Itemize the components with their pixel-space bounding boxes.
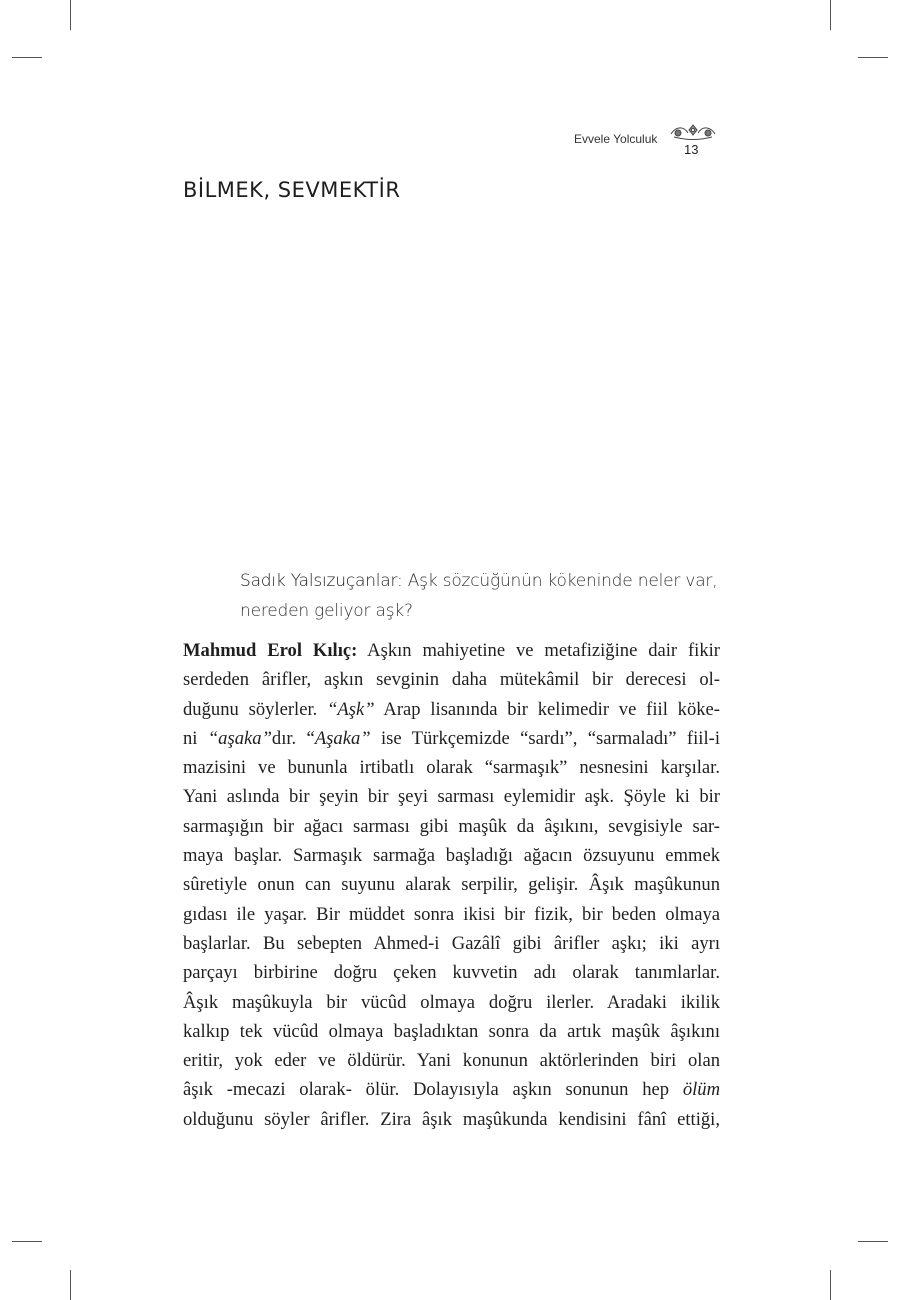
answer-line (183, 1075, 720, 1104)
answer-line: Âşık maşûkuyla bir vücûd olmaya doğru ilerler. Aradaki ikilik (183, 991, 720, 1013)
crop-mark-right-bottom (858, 1241, 888, 1242)
answer-text: âşık -mecazi olarak- ölür. Dolayısıyla aşkın sonunun hep (183, 1079, 683, 1101)
question-text: Aşk sözcüğünün kökeninde neler var, (402, 571, 718, 591)
crop-mark-bottom-left (70, 1270, 71, 1300)
crop-mark-left-bottom (12, 1241, 42, 1242)
answer-line: serdeden ârifler, aşkın sevginin daha mütekâmil bir derecesi ol- (183, 669, 720, 691)
answer-line: gıdası ile yaşar. Bir müddet sonra ikisi bir fizik, bir beden olmaya (183, 903, 720, 925)
answer-line: kalkıp tek vücûd olmaya başladıktan sonra da artık maşûk âşıkını (183, 1020, 720, 1042)
italic-term: “Aşk” (327, 698, 375, 720)
answer-line: mazisini ve bununla irtibatlı olarak “sarmaşık” nesnesini karşılar. (183, 757, 720, 779)
answer-line: maya başlar. Sarmaşık sarmağa başladığı ağacın özsuyunu emmek (183, 845, 720, 867)
answer-line: eritir, yok eder ve öldürür. Yani konunun aktörlerinden biri olan (183, 1050, 720, 1072)
answer-text: dır. “ (271, 727, 315, 749)
crop-mark-right-top (858, 57, 888, 58)
interview-question (240, 566, 720, 626)
italic-term: Aşaka” (314, 727, 371, 749)
answer-line: sûretiyle onun can suyunu alarak serpilir, gelişir. Âşık maşûkunun (183, 874, 720, 896)
answer-line: başlarlar. Bu sebepten Ahmed-i Gazâlî gibi ârifler aşkı; iki ayrı (183, 932, 720, 954)
question-line: nereden geliyor aşk? (240, 601, 413, 621)
crop-mark-left-top (12, 57, 42, 58)
floral-ornament-icon (668, 122, 718, 144)
answer-text: ise Türkçemizde “sardı”, “sarmaladı” fiil-i (370, 727, 720, 749)
answer-speaker: Mahmud Erol Kılıç: (183, 640, 358, 661)
answer-text: Arap lisanında bir kelimedir ve fiil köke- (374, 698, 720, 720)
crop-mark-bottom-right (830, 1270, 831, 1300)
running-title: Evvele Yolculuk (574, 132, 658, 146)
question-line (240, 566, 720, 596)
running-header (560, 122, 720, 162)
chapter-title: BİLMEK, SEVMEKTİR (183, 178, 401, 202)
answer-line (183, 636, 720, 665)
italic-term: “aşaka” (207, 727, 272, 749)
italic-term: ölüm (682, 1079, 720, 1101)
answer-line: sarmaşığın bir ağacı sarması gibi maşûk da âşıkını, sevgisiyle sar- (183, 815, 720, 837)
crop-mark-top-left (70, 0, 71, 30)
answer-text: duğunu söylerler. (183, 698, 328, 720)
answer-line: olduğunu söyler ârifler. Zira âşık maşûkunda kendisini fânî ettiği, (183, 1108, 720, 1130)
interview-answer (183, 636, 720, 1134)
answer-line: Yani aslında bir şeyin bir şeyi sarması eylemidir aşk. Şöyle ki bir (183, 786, 720, 808)
answer-text: Aşkın mahiyetine ve metafiziğine dair fikir (357, 640, 720, 661)
question-speaker: Sadık Yalsızuçanlar: (240, 571, 403, 591)
answer-line (183, 724, 720, 753)
crop-mark-top-right (830, 0, 831, 30)
answer-text: ni (183, 727, 208, 749)
answer-line: parçayı birbirine doğru çeken kuvvetin adı olarak tanımlarlar. (183, 962, 720, 984)
page-number: 13 (684, 142, 699, 157)
answer-line (183, 695, 720, 724)
